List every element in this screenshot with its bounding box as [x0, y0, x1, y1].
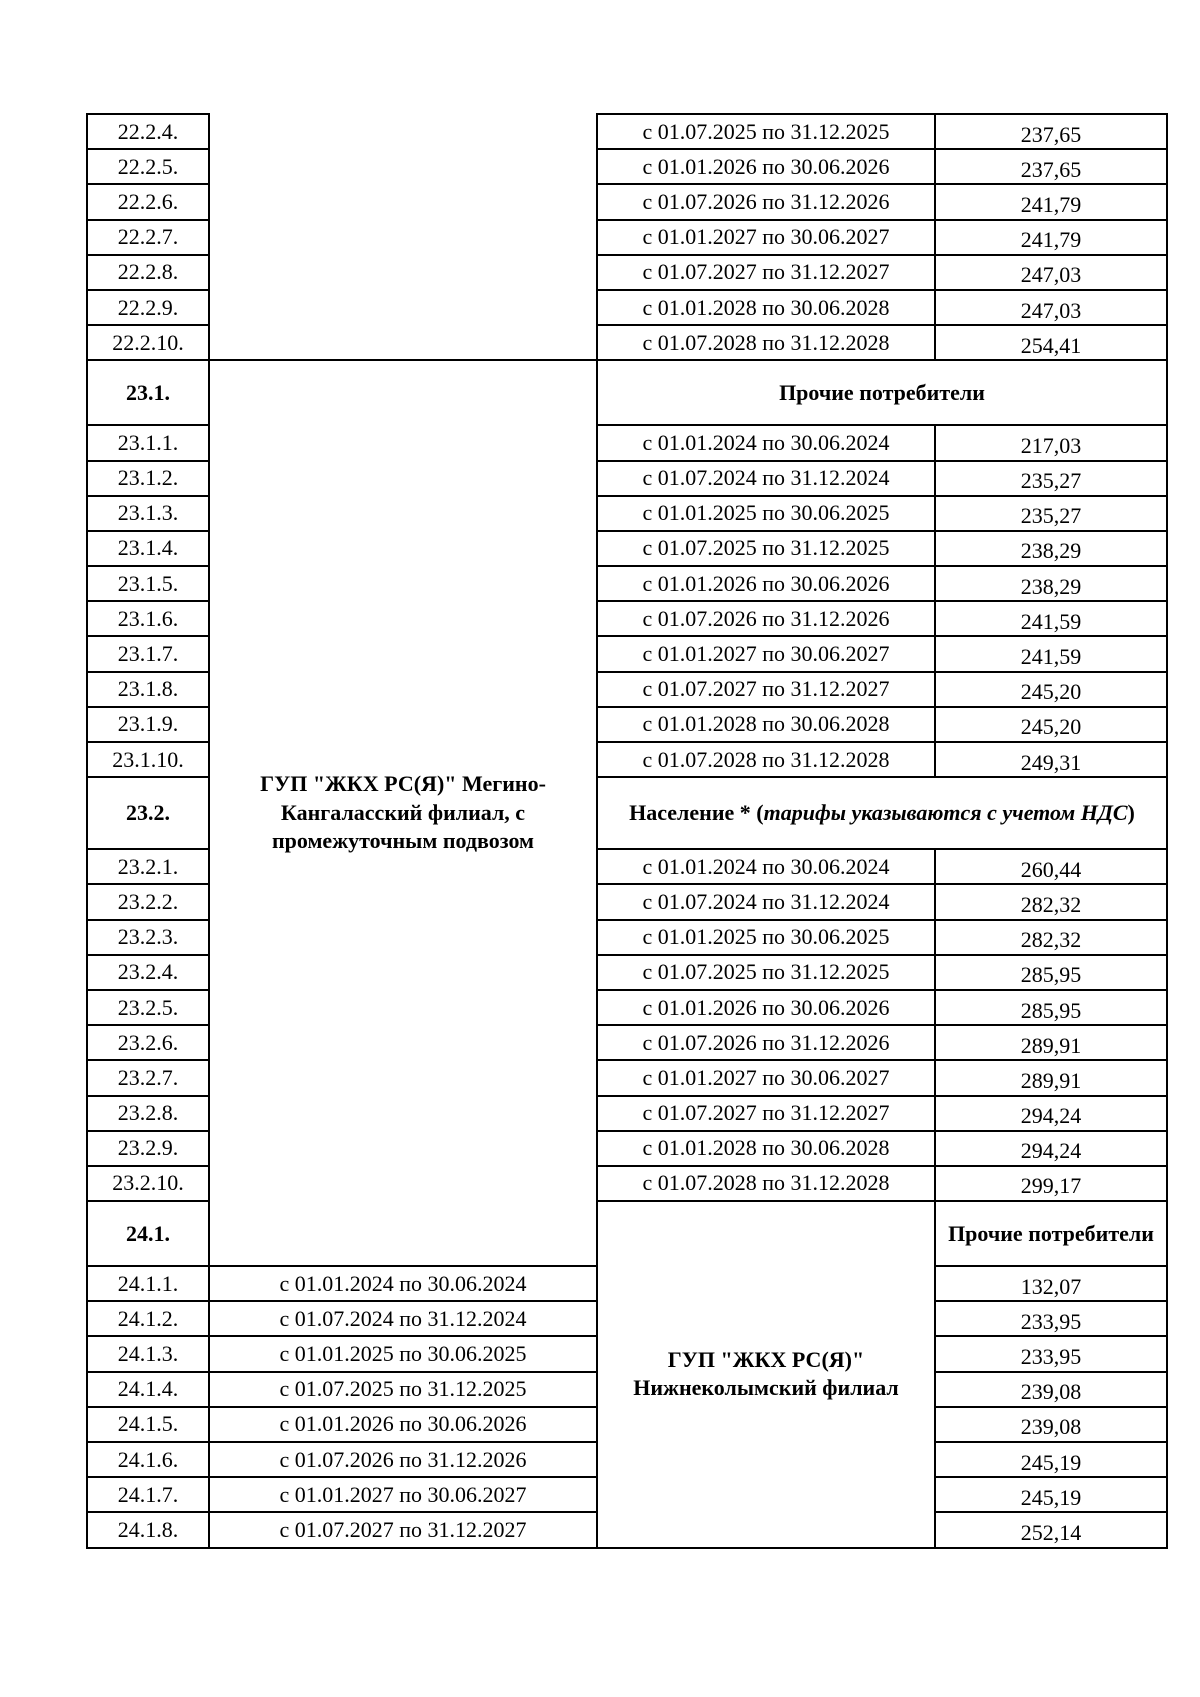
section-number: 23.1.	[87, 360, 209, 425]
row-number: 23.1.6.	[87, 601, 209, 636]
row-value: 245,20	[935, 672, 1167, 707]
row-number: 23.1.4.	[87, 531, 209, 566]
row-value: 235,27	[935, 496, 1167, 531]
organization-name: ГУП "ЖКХ РС(Я)" Нижнеколымский филиал	[597, 1201, 935, 1548]
row-number: 23.2.10.	[87, 1166, 209, 1201]
row-number: 23.1.7.	[87, 636, 209, 671]
category-note-text: тарифы указываются с учетом НДС	[763, 800, 1128, 826]
row-value: 247,03	[935, 290, 1167, 325]
row-period: с 01.07.2028 по 31.12.2028	[597, 325, 935, 360]
row-period: с 01.01.2026 по 30.06.2026	[209, 1407, 597, 1442]
row-period: с 01.01.2026 по 30.06.2026	[597, 566, 935, 601]
row-number: 23.1.8.	[87, 672, 209, 707]
row-period: с 01.07.2025 по 31.12.2025	[209, 1372, 597, 1407]
organization-name: ГУП "ЖКХ РС(Я)" Мегино-Кангаласский филиал, с промежуточным подвозом	[209, 360, 597, 1266]
row-period: с 01.01.2026 по 30.06.2026	[597, 149, 935, 184]
row-period: с 01.07.2026 по 31.12.2026	[597, 184, 935, 219]
row-period: с 01.07.2025 по 31.12.2025	[597, 114, 935, 149]
row-period: с 01.07.2028 по 31.12.2028	[597, 742, 935, 777]
row-value: 217,03	[935, 425, 1167, 460]
row-number: 23.1.10.	[87, 742, 209, 777]
row-value: 245,19	[935, 1477, 1167, 1512]
row-period: с 01.07.2024 по 31.12.2024	[597, 461, 935, 496]
row-number: 23.2.7.	[87, 1060, 209, 1095]
row-number: 23.2.2.	[87, 884, 209, 919]
row-number: 23.1.1.	[87, 425, 209, 460]
row-period: с 01.01.2025 по 30.06.2025	[597, 496, 935, 531]
row-number: 22.2.7.	[87, 220, 209, 255]
row-value: 239,08	[935, 1407, 1167, 1442]
row-number: 24.1.7.	[87, 1477, 209, 1512]
row-value: 285,95	[935, 955, 1167, 990]
row-value: 249,31	[935, 742, 1167, 777]
row-number: 24.1.8.	[87, 1512, 209, 1547]
row-number: 23.1.9.	[87, 707, 209, 742]
row-value: 245,19	[935, 1442, 1167, 1477]
row-value: 241,79	[935, 184, 1167, 219]
row-value: 285,95	[935, 990, 1167, 1025]
row-value: 299,17	[935, 1166, 1167, 1201]
row-number: 22.2.5.	[87, 149, 209, 184]
row-value: 132,07	[935, 1266, 1167, 1301]
row-number: 24.1.1.	[87, 1266, 209, 1301]
row-number: 24.1.2.	[87, 1301, 209, 1336]
row-period: с 01.01.2024 по 30.06.2024	[209, 1266, 597, 1301]
row-period: с 01.07.2027 по 31.12.2027	[209, 1512, 597, 1547]
table-row	[87, 114, 1167, 149]
section-number: 23.2.	[87, 777, 209, 849]
row-period: с 01.01.2024 по 30.06.2024	[597, 425, 935, 460]
org-cell-continued	[209, 114, 597, 360]
row-value: 282,32	[935, 920, 1167, 955]
row-value: 294,24	[935, 1131, 1167, 1166]
row-value: 289,91	[935, 1025, 1167, 1060]
row-value: 252,14	[935, 1512, 1167, 1547]
row-value: 238,29	[935, 566, 1167, 601]
row-period: с 01.07.2024 по 31.12.2024	[597, 884, 935, 919]
row-value: 241,59	[935, 601, 1167, 636]
row-number: 22.2.10.	[87, 325, 209, 360]
row-value: 282,32	[935, 884, 1167, 919]
row-value: 241,79	[935, 220, 1167, 255]
row-value: 237,65	[935, 114, 1167, 149]
row-value: 233,95	[935, 1336, 1167, 1371]
consumer-category: Прочие потребители	[935, 1201, 1167, 1266]
row-period: с 01.01.2025 по 30.06.2025	[597, 920, 935, 955]
row-number: 24.1.5.	[87, 1407, 209, 1442]
row-period: с 01.07.2027 по 31.12.2027	[597, 255, 935, 290]
row-value: 245,20	[935, 707, 1167, 742]
row-period: с 01.01.2028 по 30.06.2028	[597, 290, 935, 325]
row-period: с 01.01.2027 по 30.06.2027	[597, 220, 935, 255]
consumer-category: Прочие потребители	[597, 360, 1167, 425]
row-number: 23.2.8.	[87, 1096, 209, 1131]
row-value: 294,24	[935, 1096, 1167, 1131]
row-number: 23.2.6.	[87, 1025, 209, 1060]
row-number: 24.1.3.	[87, 1336, 209, 1371]
category-end-text: )	[1127, 800, 1135, 826]
row-number: 24.1.4.	[87, 1372, 209, 1407]
row-period: с 01.01.2024 по 30.06.2024	[597, 849, 935, 884]
row-period: с 01.07.2027 по 31.12.2027	[597, 1096, 935, 1131]
row-value: 238,29	[935, 531, 1167, 566]
row-number: 23.2.4.	[87, 955, 209, 990]
row-value: 237,65	[935, 149, 1167, 184]
row-period: с 01.01.2027 по 30.06.2027	[597, 636, 935, 671]
row-period: с 01.01.2027 по 30.06.2027	[597, 1060, 935, 1095]
row-value: 254,41	[935, 325, 1167, 360]
row-period: с 01.07.2025 по 31.12.2025	[597, 955, 935, 990]
row-value: 239,08	[935, 1372, 1167, 1407]
row-period: с 01.01.2028 по 30.06.2028	[597, 707, 935, 742]
row-value: 260,44	[935, 849, 1167, 884]
row-period: с 01.07.2026 по 31.12.2026	[209, 1442, 597, 1477]
row-period: с 01.07.2024 по 31.12.2024	[209, 1301, 597, 1336]
row-period: с 01.07.2028 по 31.12.2028	[597, 1166, 935, 1201]
row-number: 23.2.1.	[87, 849, 209, 884]
row-period: с 01.07.2027 по 31.12.2027	[597, 672, 935, 707]
row-number: 23.1.3.	[87, 496, 209, 531]
row-period: с 01.01.2026 по 30.06.2026	[597, 990, 935, 1025]
row-period: с 01.01.2025 по 30.06.2025	[209, 1336, 597, 1371]
row-period: с 01.07.2025 по 31.12.2025	[597, 531, 935, 566]
consumer-category	[597, 777, 1167, 849]
section-number: 24.1.	[87, 1201, 209, 1266]
row-number: 22.2.8.	[87, 255, 209, 290]
row-period: с 01.07.2026 по 31.12.2026	[597, 601, 935, 636]
row-period: с 01.01.2028 по 30.06.2028	[597, 1131, 935, 1166]
row-period: с 01.01.2027 по 30.06.2027	[209, 1477, 597, 1512]
row-number: 22.2.6.	[87, 184, 209, 219]
row-value: 235,27	[935, 461, 1167, 496]
row-value: 233,95	[935, 1301, 1167, 1336]
row-number: 23.2.5.	[87, 990, 209, 1025]
section-header-row	[87, 360, 1167, 425]
row-number: 23.2.9.	[87, 1131, 209, 1166]
row-value: 247,03	[935, 255, 1167, 290]
tariff-table	[86, 113, 1168, 1549]
row-number: 23.1.5.	[87, 566, 209, 601]
row-number: 23.2.3.	[87, 920, 209, 955]
row-number: 24.1.6.	[87, 1442, 209, 1477]
row-period: с 01.07.2026 по 31.12.2026	[597, 1025, 935, 1060]
row-number: 22.2.9.	[87, 290, 209, 325]
row-value: 289,91	[935, 1060, 1167, 1095]
row-number: 23.1.2.	[87, 461, 209, 496]
row-number: 22.2.4.	[87, 114, 209, 149]
row-value: 241,59	[935, 636, 1167, 671]
category-main-text: Население * (	[629, 800, 764, 826]
